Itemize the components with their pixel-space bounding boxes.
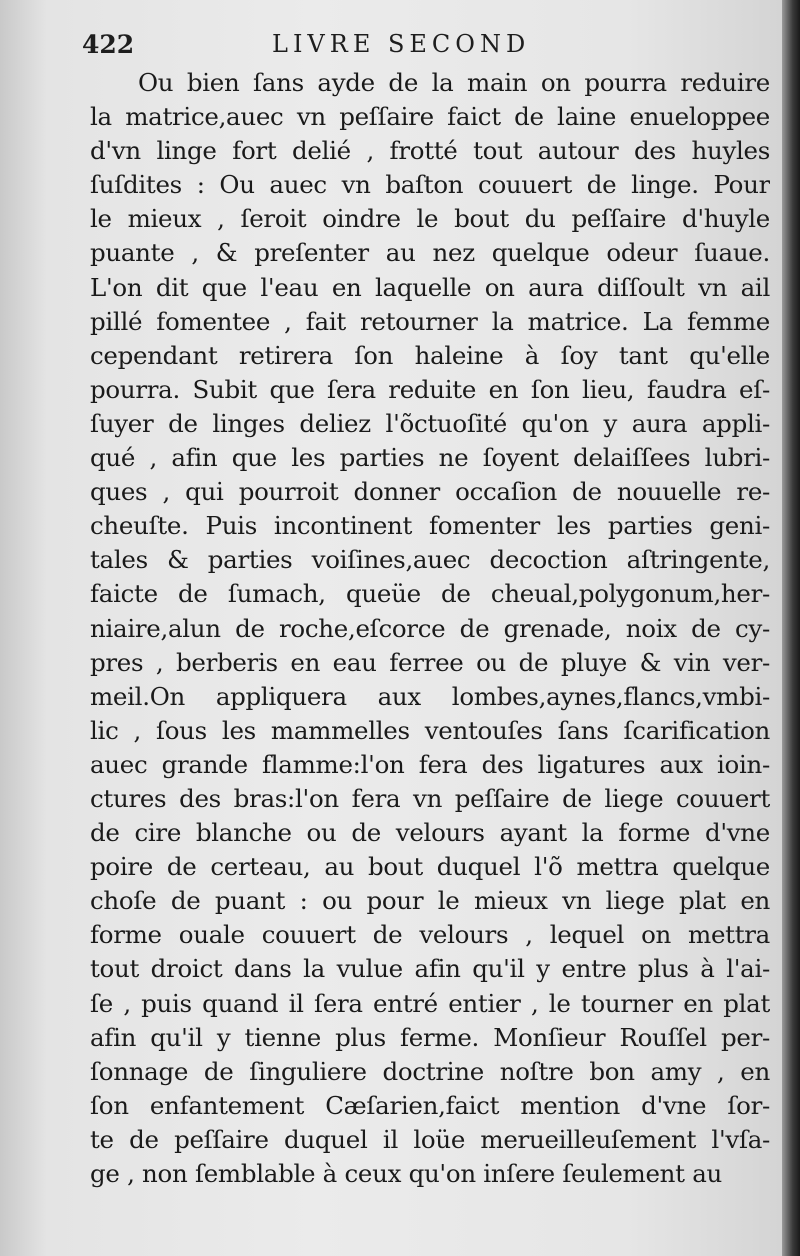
text-line: cheuſte. Puis incontinent fomenter les parties geni- [90, 511, 770, 541]
text-line: la matrice,auec vn peſſaire faict de laine enueloppee [90, 102, 770, 132]
text-line: lic , ſous les mammelles ventouſes ſans ſcarification [90, 715, 770, 745]
text-line: tales & parties voiſines,auec decoction aſtringente, [90, 545, 770, 575]
text-line: forme ouale couuert de velours , lequel on mettra [90, 920, 770, 950]
text-line: ſonnage de ſinguliere doctrine noſtre bon amy , en [90, 1056, 770, 1086]
text-line: meil.On appliquera aux lombes,aynes,flancs,vmbi- [90, 681, 770, 711]
text-line: ques , qui pourroit donner occaſion de nouuelle re- [90, 477, 770, 507]
page-header [82, 30, 752, 64]
text-line: niaire,alun de roche,eſcorce de grenade, noix de cy- [90, 613, 770, 643]
text-line: ſuſdites : Ou auec vn baſton couuert de linge. Pour [90, 170, 770, 200]
text-line: te de peſſaire duquel il loüe merueilleuſement l'vſa- [90, 1124, 770, 1154]
running-head: LIVRE SECOND [272, 30, 531, 58]
text-line: cependant retirera ſon haleine à ſoy tant qu'elle [90, 340, 770, 370]
text-line: le mieux , ſeroit oindre le bout du peſſaire d'huyle [90, 204, 770, 234]
text-line: faicte de ſumach, queüe de cheual,polygonum,her- [90, 579, 770, 609]
body-text [90, 66, 770, 1191]
text-line: choſe de puant : ou pour le mieux vn liege plat en [90, 886, 770, 916]
text-line: pillé fomentee , fait retourner la matrice. La femme [90, 306, 770, 336]
book-spine-shadow [782, 0, 800, 1256]
text-line: d'vn linge fort delié , frotté tout autour des huyles [90, 136, 770, 166]
text-line: puante , & preſenter au nez quelque odeur ſuaue. [90, 238, 770, 268]
text-line: afin qu'il y tienne plus ferme. Monſieur Rouſſel per- [90, 1022, 770, 1052]
show-through-text-bottom [380, 1210, 760, 1250]
text-line: ſuyer de linges deliez l'õctuoſité qu'on y aura appli- [90, 408, 770, 438]
text-line: qué , afin que les parties ne ſoyent delaiſſees lubri- [90, 443, 770, 473]
text-line: pres , berberis en eau ferree ou de pluye & vin ver- [90, 647, 770, 677]
text-line: pourra. Subit que ſera reduite en ſon lieu, faudra eſ- [90, 374, 770, 404]
text-line: ge , non ſemblable à ceux qu'on inſere ſeulement au [90, 1159, 722, 1188]
text-line: auec grande flamme:l'on fera des ligatures aux ioin- [90, 749, 770, 779]
text-line: poire de certeau, au bout duquel l'õ mettra quelque [90, 852, 770, 882]
text-line: ctures des bras:l'on fera vn peſſaire de liege couuert [90, 783, 770, 813]
text-line: de cire blanche ou de velours ayant la forme d'vne [90, 818, 770, 848]
text-line: tout droict dans la vulue afin qu'il y entre plus à l'ai- [90, 954, 770, 984]
text-line: ſe , puis quand il ſera entré entier , le tourner en plat [90, 988, 770, 1018]
page-number: 422 [82, 30, 135, 59]
text-line: Ou bien ſans ayde de la main on pourra reduire [138, 68, 770, 97]
text-line: ſon enfantement Cæſarien,faict mention d'vne ſor- [90, 1090, 770, 1120]
text-line: L'on dit que l'eau en laquelle on aura diſſoult vn ail [90, 272, 770, 302]
